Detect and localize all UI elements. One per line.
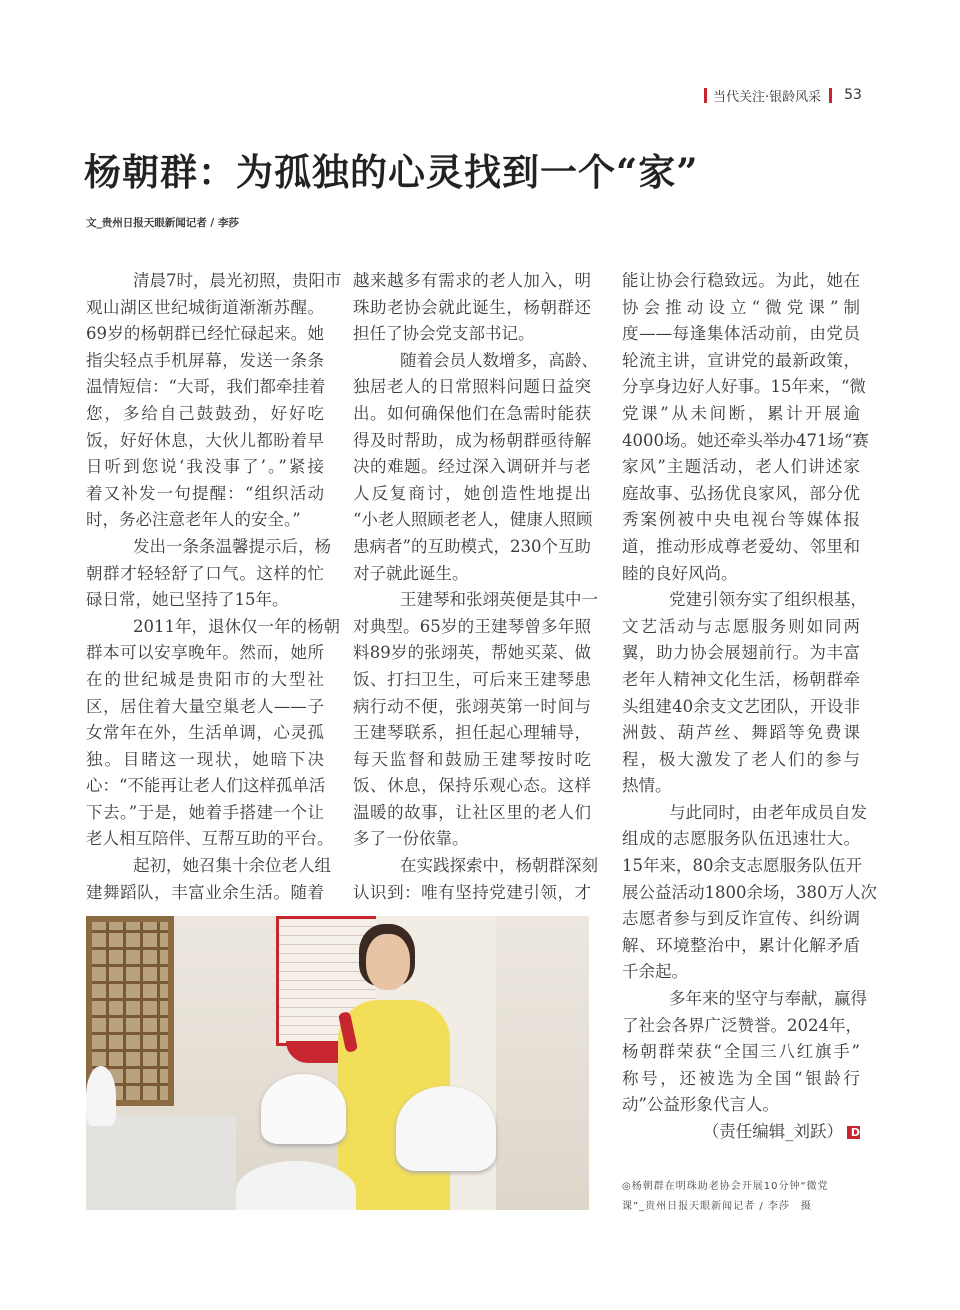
text-line: 2011年，退休仅一年的杨朝 (133, 616, 340, 636)
text-line: 得及时帮助，成为杨朝群亟待解 (353, 430, 591, 450)
text-line: 15年来，80余支志愿服务队伍开 (622, 856, 862, 876)
text-line: 饭、打扫卫生，可后来王建琴患 (353, 669, 591, 689)
text-line: 饭，好好休息，大伙儿都盼着早 (86, 430, 324, 450)
text-line: 您，多给自己鼓鼓劲，好好吃 (86, 403, 324, 423)
woman-face (366, 934, 410, 990)
text-line: 认识到：唯有坚持党建引领，才 (353, 882, 591, 902)
text-line: 独居老人的日常照料问题日益突 (353, 377, 591, 397)
text-line: 王建琴联系，担任起心理辅导， (353, 723, 591, 743)
text-line: 患病者”的互助模式，230个互助 (353, 536, 591, 556)
text-line: 王建琴和张翊英便是其中一 (400, 590, 598, 610)
text-line: 秀案例被中央电视台等媒体报 (622, 510, 860, 530)
text-line: 称号，还被选为全国“银龄行 (622, 1068, 860, 1088)
text-line: 程，极大激发了老人们的参与 (622, 749, 860, 769)
text-line: 料89岁的张翊英，帮她买菜、做 (353, 643, 591, 663)
text-line: 心：“不能再让老人们这样孤单活 (86, 776, 326, 796)
text-line: 党建引领夯实了组织根基， (669, 590, 867, 610)
text-line: 轮流主讲，宣讲党的最新政策， (622, 350, 860, 370)
text-line: 时，务必注意老年人的安全。” (86, 510, 301, 530)
text-line: 区，居住着大量空巢老人——子 (86, 696, 324, 716)
text-line: 动”公益形象代言人。 (622, 1095, 779, 1115)
header-bar-right (829, 88, 832, 103)
text-line: 多了一份依靠。 (353, 829, 469, 849)
page-number: 53 (844, 87, 862, 103)
text-line: 独。目睹这一现状，她暗下决 (86, 749, 324, 769)
text-line: 庭故事、弘扬优良家风，部分优 (622, 483, 860, 503)
editor-credit: （责任编辑_刘跃） (702, 1122, 843, 1141)
text-line: 协会推动设立“微党课”制 (622, 297, 860, 317)
article-title: 杨朝群：为孤独的心灵找到一个“家” (84, 150, 699, 194)
text-line: 在的世纪城是贵阳市的大型社 (86, 669, 324, 689)
text-line: “小老人照顾老老人，健康人照顾 (353, 510, 593, 530)
text-line: 清晨7时，晨光初照，贵阳市 (133, 271, 342, 290)
text-line: 温暖的故事，让社区里的老人们 (353, 802, 591, 822)
text-line: 饭、休息，保持乐观心态。这样 (353, 776, 591, 796)
text-column-1 (86, 268, 342, 906)
text-line: 解、环境整治中，累计化解矛盾 (622, 935, 860, 955)
text-line: 千余起。 (622, 962, 688, 982)
text-line: 在实践探索中，杨朝群深刻 (400, 856, 598, 876)
editor-credit-line (622, 1119, 860, 1146)
text-line: 起初，她召集十余位老人组 (133, 856, 331, 876)
text-line: 越来越多有需求的老人加入，明 (353, 271, 591, 290)
section-name: 当代关注·银龄风采 (713, 89, 822, 105)
end-mark-icon: D (847, 1126, 860, 1139)
text-line: 党课”从未间断，累计开展逾 (622, 403, 860, 423)
text-line: 女常年在外，生活单调，心灵孤 (86, 723, 324, 743)
text-line: 着又补发一句提醒：“组织活动 (86, 483, 324, 503)
text-line: 日听到您说‘我没事了’。”紧接 (86, 457, 324, 477)
article-photo (86, 916, 589, 1210)
text-line: 珠助老协会就此诞生，杨朝群还 (353, 297, 591, 317)
text-line: 组成的志愿服务队伍迅速壮大。 (622, 829, 860, 849)
text-line: 碌日常，她已坚持了15年。 (86, 590, 289, 610)
text-line: 担任了协会党支部书记。 (353, 324, 535, 344)
text-line: 出。如何确保他们在急需时能获 (353, 403, 591, 423)
text-line: 能让协会行稳致远。为此，她在 (622, 271, 860, 290)
header-bar-left (704, 88, 707, 103)
text-line: 老人相互陪伴、互帮互助的平台。 (86, 829, 334, 849)
text-line: 睦的良好风尚。 (622, 563, 738, 583)
running-header (704, 86, 862, 104)
text-line: 度——每逢集体活动前，由党员 (622, 324, 860, 344)
text-line: 病行动不便，张翊英第一时间与 (353, 696, 591, 716)
text-line: 4000场。她还牵头举办471场“赛 (622, 430, 869, 450)
caption-line-1: ◎杨朝群在明珠助老协会开展10分钟“微党 (622, 1181, 829, 1192)
text-column-2 (353, 268, 598, 906)
text-line: 热情。 (622, 776, 672, 796)
text-line: 多年来的坚守与奉献，赢得 (669, 989, 867, 1009)
white-cap (396, 1086, 496, 1171)
text-line: 每天监督和鼓励王建琴按时吃 (353, 749, 591, 769)
text-line: 了社会各界广泛赞誉。2024年， (622, 1015, 862, 1035)
text-line: 道，推动形成尊老爱幼、邻里和 (622, 536, 860, 556)
text-line: 文艺活动与志愿服务则如同两 (622, 616, 860, 636)
text-line: 决的难题。经过深入调研并与老 (353, 457, 591, 477)
text-line: 分享身边好人好事。15年来，“微 (622, 377, 866, 397)
text-line: 展公益活动1800余场，380万人次 (622, 882, 877, 902)
white-cap (261, 1074, 346, 1144)
text-line: 与此同时，由老年成员自发 (669, 802, 867, 822)
text-line: 头组建40余支文艺团队，开设非 (622, 696, 860, 716)
text-line: 对子就此诞生。 (353, 563, 469, 583)
white-cap (86, 1066, 116, 1126)
text-line: 朝群才轻轻舒了口气。这样的忙 (86, 563, 324, 583)
text-line: 人反复商讨，她创造性地提出 (353, 483, 591, 503)
text-line: 温情短信：“大哥，我们都牵挂着 (86, 377, 326, 397)
text-line: 观山湖区世纪城街道渐渐苏醒。 (86, 297, 324, 317)
text-line: 随着会员人数增多，高龄、 (400, 350, 598, 370)
desk-papers (86, 1116, 236, 1210)
text-column-3 (622, 268, 877, 1119)
text-line: 翼，助力协会展翅前行。为丰富 (622, 643, 860, 663)
text-line: 指尖轻点手机屏幕，发送一条条 (86, 350, 324, 370)
caption-line-2: 课”_贵州日报天眼新闻记者 / 李莎 摄 (622, 1201, 812, 1212)
text-line: 发出一条条温馨提示后，杨 (133, 536, 331, 556)
text-line: 志愿者参与到反诈宣传、纠纷调 (622, 909, 860, 929)
photo-caption (622, 1177, 872, 1217)
text-line: 群本可以安享晚年。然而，她所 (86, 643, 324, 663)
text-line: 老年人精神文化生活，杨朝群牵 (622, 669, 860, 689)
text-line: 杨朝群荣获“全国三八红旗手” (622, 1042, 860, 1062)
text-line: 建舞蹈队，丰富业余生活。随着 (86, 882, 324, 902)
text-line: 家风”主题活动，老人们讲述家 (622, 457, 860, 477)
text-line: 对典型。65岁的王建琴曾多年照 (353, 616, 591, 636)
text-line: 下去。”于是，她着手搭建一个让 (86, 802, 324, 822)
byline: 文_贵州日报天眼新闻记者 / 李莎 (86, 217, 239, 229)
text-line: 洲鼓、葫芦丝、舞蹈等免费课 (622, 723, 860, 743)
text-line: 69岁的杨朝群已经忙碌起来。她 (86, 324, 324, 344)
